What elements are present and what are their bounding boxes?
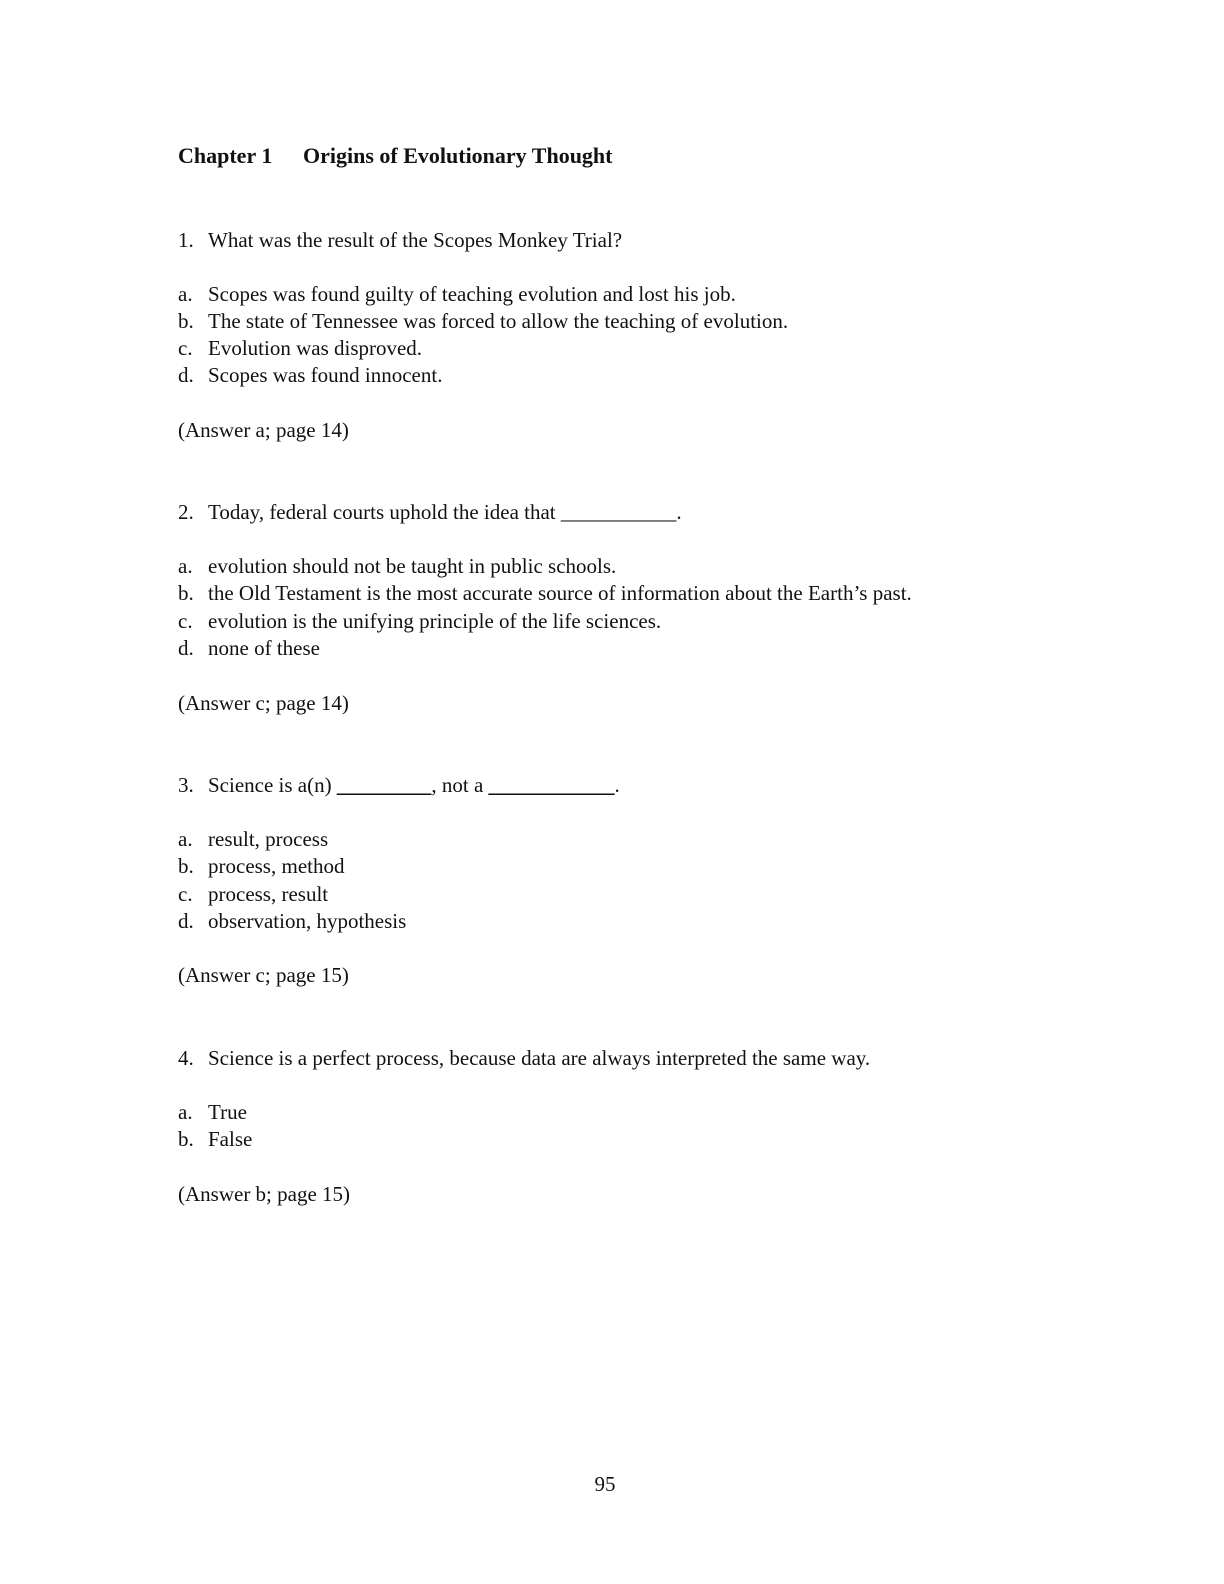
question-text: Science is a perfect process, because data are always interpreted the same way. bbox=[208, 1046, 871, 1070]
question-3-stem bbox=[178, 772, 620, 799]
option-label: c. bbox=[178, 882, 193, 906]
question-text: What was the result of the Scopes Monkey Trial? bbox=[208, 228, 623, 252]
question-3-option-c bbox=[178, 881, 328, 908]
option-label: a. bbox=[178, 282, 193, 306]
option-text: The state of Tennessee was forced to allow the teaching of evolution. bbox=[208, 309, 789, 333]
question-number: 1. bbox=[178, 228, 194, 252]
option-label: a. bbox=[178, 1100, 193, 1124]
option-text: Scopes was found innocent. bbox=[208, 363, 443, 387]
question-text-mid: , not a bbox=[431, 773, 489, 797]
question-number: 2. bbox=[178, 500, 194, 524]
question-1-stem bbox=[178, 227, 622, 254]
question-2-stem bbox=[178, 499, 682, 526]
question-2-option-a bbox=[178, 553, 616, 580]
question-4-stem bbox=[178, 1045, 870, 1072]
option-label: c. bbox=[178, 336, 193, 360]
answer-blank: ____________ bbox=[488, 773, 615, 797]
page-number: 95 bbox=[594, 1472, 616, 1496]
option-label: c. bbox=[178, 609, 193, 633]
question-2-option-d bbox=[178, 635, 320, 662]
option-text: evolution is the unifying principle of the life sciences. bbox=[208, 609, 662, 633]
question-2-option-c bbox=[178, 608, 661, 635]
option-text: process, result bbox=[208, 882, 329, 906]
question-4-answer: (Answer b; page 15) bbox=[178, 1182, 351, 1206]
option-text: False bbox=[208, 1127, 253, 1151]
option-text: Scopes was found guilty of teaching evolution and lost his job. bbox=[208, 282, 736, 306]
question-1-option-d bbox=[178, 362, 442, 389]
option-text: Evolution was disproved. bbox=[208, 336, 423, 360]
question-1-answer: (Answer a; page 14) bbox=[178, 418, 349, 442]
option-label: d. bbox=[178, 363, 194, 387]
question-3-option-b bbox=[178, 853, 344, 880]
option-text: none of these bbox=[208, 636, 320, 660]
chapter-title: Origins of Evolutionary Thought bbox=[303, 143, 613, 168]
option-label: b. bbox=[178, 581, 194, 605]
option-label: a. bbox=[178, 554, 193, 578]
question-text-end: . bbox=[614, 773, 620, 797]
question-3-option-a bbox=[178, 826, 328, 853]
question-4-option-a bbox=[178, 1099, 247, 1126]
option-label: a. bbox=[178, 827, 193, 851]
option-text: observation, hypothesis bbox=[208, 909, 407, 933]
option-label: b. bbox=[178, 1127, 194, 1151]
question-text: Today, federal courts uphold the idea that ___________. bbox=[208, 500, 682, 524]
chapter-heading bbox=[178, 143, 613, 169]
question-number: 3. bbox=[178, 773, 194, 797]
option-label: d. bbox=[178, 636, 194, 660]
option-label: d. bbox=[178, 909, 194, 933]
option-label: b. bbox=[178, 854, 194, 878]
question-1-option-c bbox=[178, 335, 422, 362]
question-3-answer: (Answer c; page 15) bbox=[178, 963, 349, 987]
option-text: result, process bbox=[208, 827, 329, 851]
option-label: b. bbox=[178, 309, 194, 333]
option-text: process, method bbox=[208, 854, 345, 878]
question-2-answer: (Answer c; page 14) bbox=[178, 691, 349, 715]
option-text: evolution should not be taught in public schools. bbox=[208, 554, 617, 578]
question-4-option-b bbox=[178, 1126, 252, 1153]
question-number: 4. bbox=[178, 1046, 194, 1070]
question-1-option-a bbox=[178, 281, 736, 308]
chapter-number: Chapter 1 bbox=[178, 143, 273, 168]
question-3-option-d bbox=[178, 908, 406, 935]
option-text: the Old Testament is the most accurate source of information about the Earth’s past. bbox=[208, 581, 912, 605]
option-text: True bbox=[208, 1100, 247, 1124]
question-1-option-b bbox=[178, 308, 788, 335]
answer-blank: _________ bbox=[336, 773, 432, 797]
question-2-option-b bbox=[178, 580, 912, 607]
question-text-lead: Science is a(n) bbox=[208, 773, 337, 797]
